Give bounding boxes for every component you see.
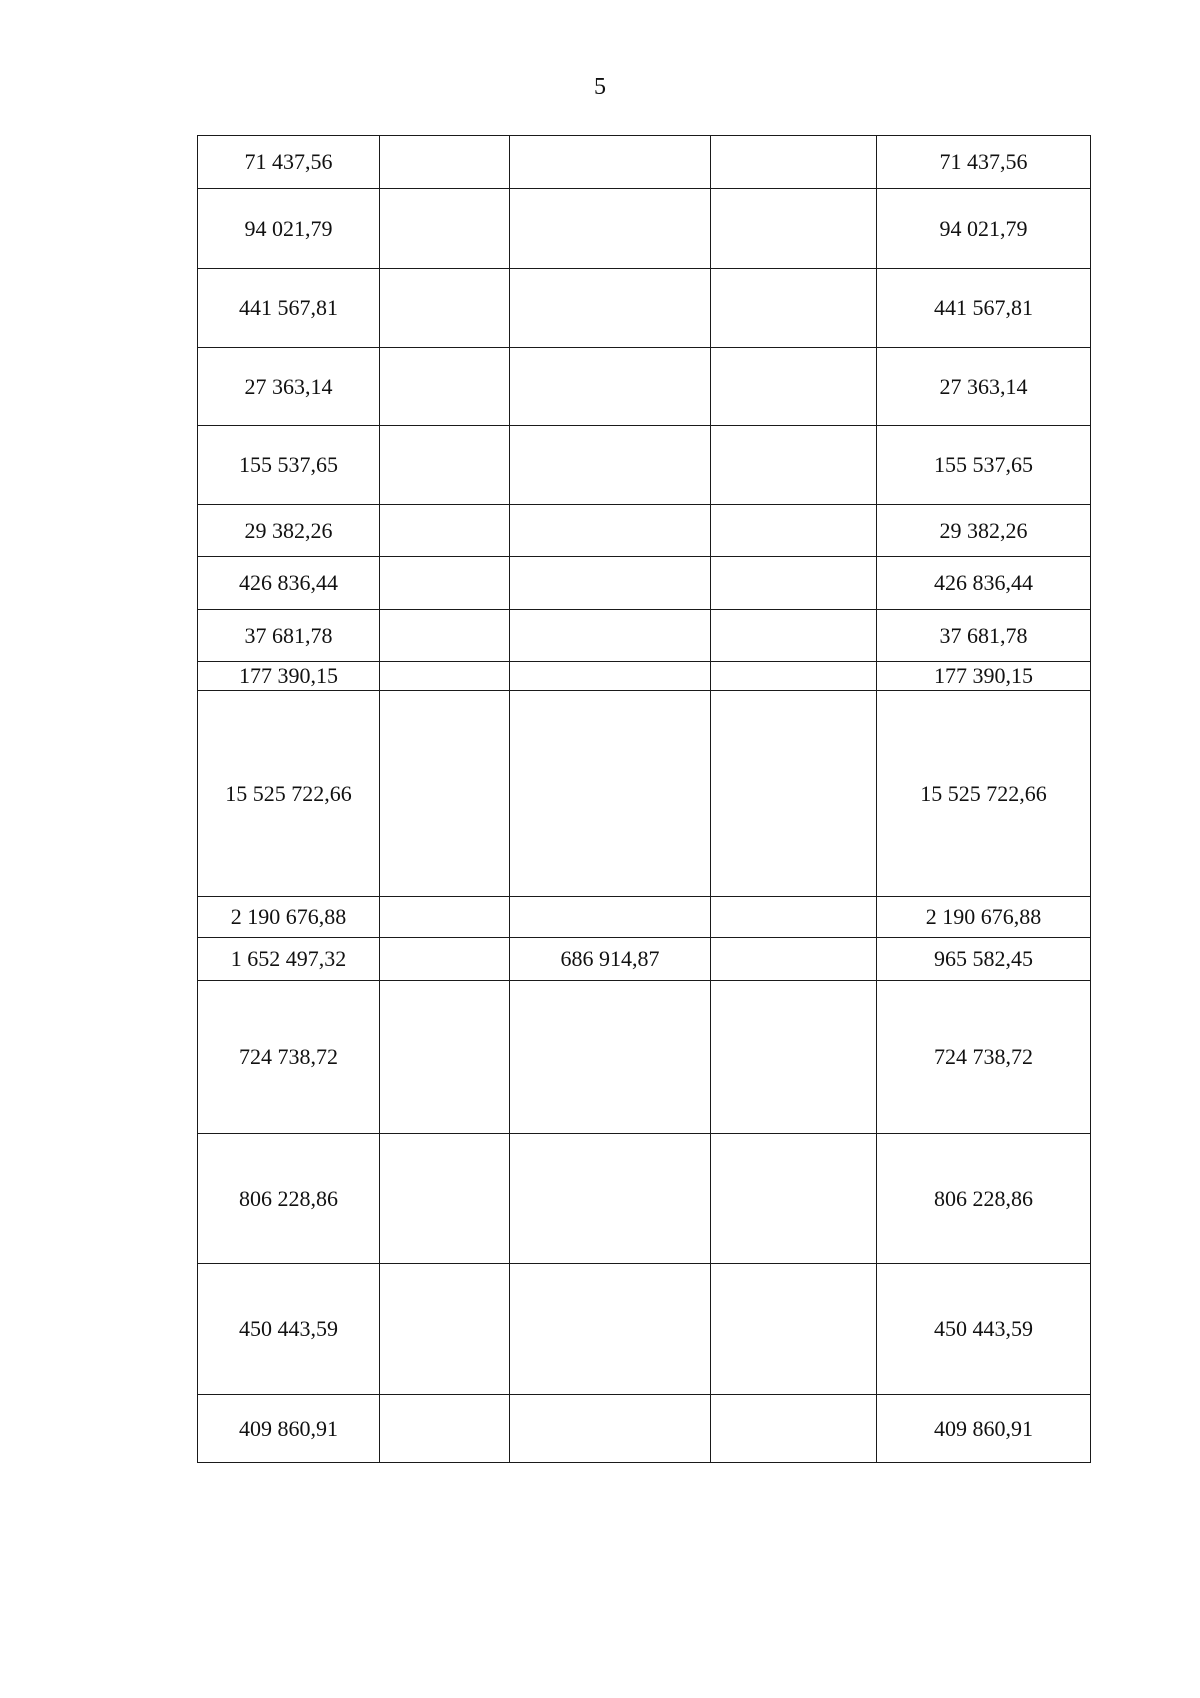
table-cell	[380, 269, 510, 348]
table-cell	[380, 505, 510, 557]
table-cell: 409 860,91	[877, 1395, 1091, 1463]
table-cell: 29 382,26	[198, 505, 380, 557]
table-cell	[380, 1134, 510, 1264]
table-row	[198, 610, 1091, 662]
table-cell: 426 836,44	[877, 557, 1091, 610]
table-cell	[711, 505, 877, 557]
table-row	[198, 348, 1091, 426]
table-cell: 37 681,78	[198, 610, 380, 662]
table-row	[198, 136, 1091, 189]
table-cell: 177 390,15	[198, 662, 380, 691]
page-number-text: 5	[594, 74, 606, 100]
table-cell: 27 363,14	[877, 348, 1091, 426]
table-row	[198, 662, 1091, 691]
table-cell: 15 525 722,66	[198, 691, 380, 897]
table-cell: 441 567,81	[877, 269, 1091, 348]
table-cell	[711, 1264, 877, 1395]
table-row	[198, 1134, 1091, 1264]
amounts-table	[197, 135, 1091, 1463]
table-cell	[510, 662, 711, 691]
table-cell	[711, 426, 877, 505]
page-number	[0, 74, 1200, 101]
table-cell	[711, 691, 877, 897]
table-cell	[380, 981, 510, 1134]
table-row	[198, 1264, 1091, 1395]
table-row	[198, 691, 1091, 897]
table-cell: 724 738,72	[198, 981, 380, 1134]
table-cell	[380, 136, 510, 189]
table-cell	[711, 348, 877, 426]
table-cell	[510, 348, 711, 426]
table-cell: 94 021,79	[877, 189, 1091, 269]
table-cell: 37 681,78	[877, 610, 1091, 662]
table-cell: 724 738,72	[877, 981, 1091, 1134]
table-cell: 450 443,59	[877, 1264, 1091, 1395]
table-cell: 15 525 722,66	[877, 691, 1091, 897]
table-cell: 409 860,91	[198, 1395, 380, 1463]
table-row	[198, 189, 1091, 269]
table-cell: 2 190 676,88	[198, 897, 380, 938]
table-cell	[380, 897, 510, 938]
table-cell	[711, 557, 877, 610]
table-row	[198, 505, 1091, 557]
table-cell: 155 537,65	[877, 426, 1091, 505]
table-cell	[711, 1134, 877, 1264]
table-cell: 155 537,65	[198, 426, 380, 505]
table-cell	[380, 1395, 510, 1463]
table-cell	[510, 189, 711, 269]
table-cell	[711, 189, 877, 269]
table-cell: 450 443,59	[198, 1264, 380, 1395]
table-cell	[380, 1264, 510, 1395]
table-cell	[510, 136, 711, 189]
table-cell	[380, 557, 510, 610]
table-cell	[510, 269, 711, 348]
table-row	[198, 897, 1091, 938]
table-cell	[711, 897, 877, 938]
table-row	[198, 981, 1091, 1134]
table-cell: 426 836,44	[198, 557, 380, 610]
table-cell	[510, 426, 711, 505]
table-cell: 806 228,86	[198, 1134, 380, 1264]
table-cell	[380, 691, 510, 897]
table-cell: 27 363,14	[198, 348, 380, 426]
table-cell	[711, 269, 877, 348]
table-cell	[380, 662, 510, 691]
table-row	[198, 269, 1091, 348]
table-cell	[380, 938, 510, 981]
table-cell	[711, 136, 877, 189]
table-cell: 177 390,15	[877, 662, 1091, 691]
table-cell	[380, 426, 510, 505]
table-cell	[510, 557, 711, 610]
table-row	[198, 426, 1091, 505]
table-cell: 94 021,79	[198, 189, 380, 269]
table-cell	[711, 981, 877, 1134]
table-cell: 71 437,56	[877, 136, 1091, 189]
table-cell	[510, 1395, 711, 1463]
table-cell: 686 914,87	[510, 938, 711, 981]
table-cell: 441 567,81	[198, 269, 380, 348]
table-cell	[380, 348, 510, 426]
table-cell	[510, 1264, 711, 1395]
table-cell: 29 382,26	[877, 505, 1091, 557]
table-cell	[711, 662, 877, 691]
table-row	[198, 938, 1091, 981]
table-cell	[510, 610, 711, 662]
table-cell: 71 437,56	[198, 136, 380, 189]
table-cell: 2 190 676,88	[877, 897, 1091, 938]
table-cell: 806 228,86	[877, 1134, 1091, 1264]
table-cell	[380, 189, 510, 269]
table-cell	[711, 610, 877, 662]
table-cell	[510, 981, 711, 1134]
table-cell	[380, 610, 510, 662]
table-cell	[510, 505, 711, 557]
table-cell	[510, 897, 711, 938]
table-cell: 965 582,45	[877, 938, 1091, 981]
table-cell	[711, 1395, 877, 1463]
table-row	[198, 557, 1091, 610]
table-row	[198, 1395, 1091, 1463]
table-cell	[510, 1134, 711, 1264]
table-cell	[711, 938, 877, 981]
table-cell: 1 652 497,32	[198, 938, 380, 981]
table-cell	[510, 691, 711, 897]
